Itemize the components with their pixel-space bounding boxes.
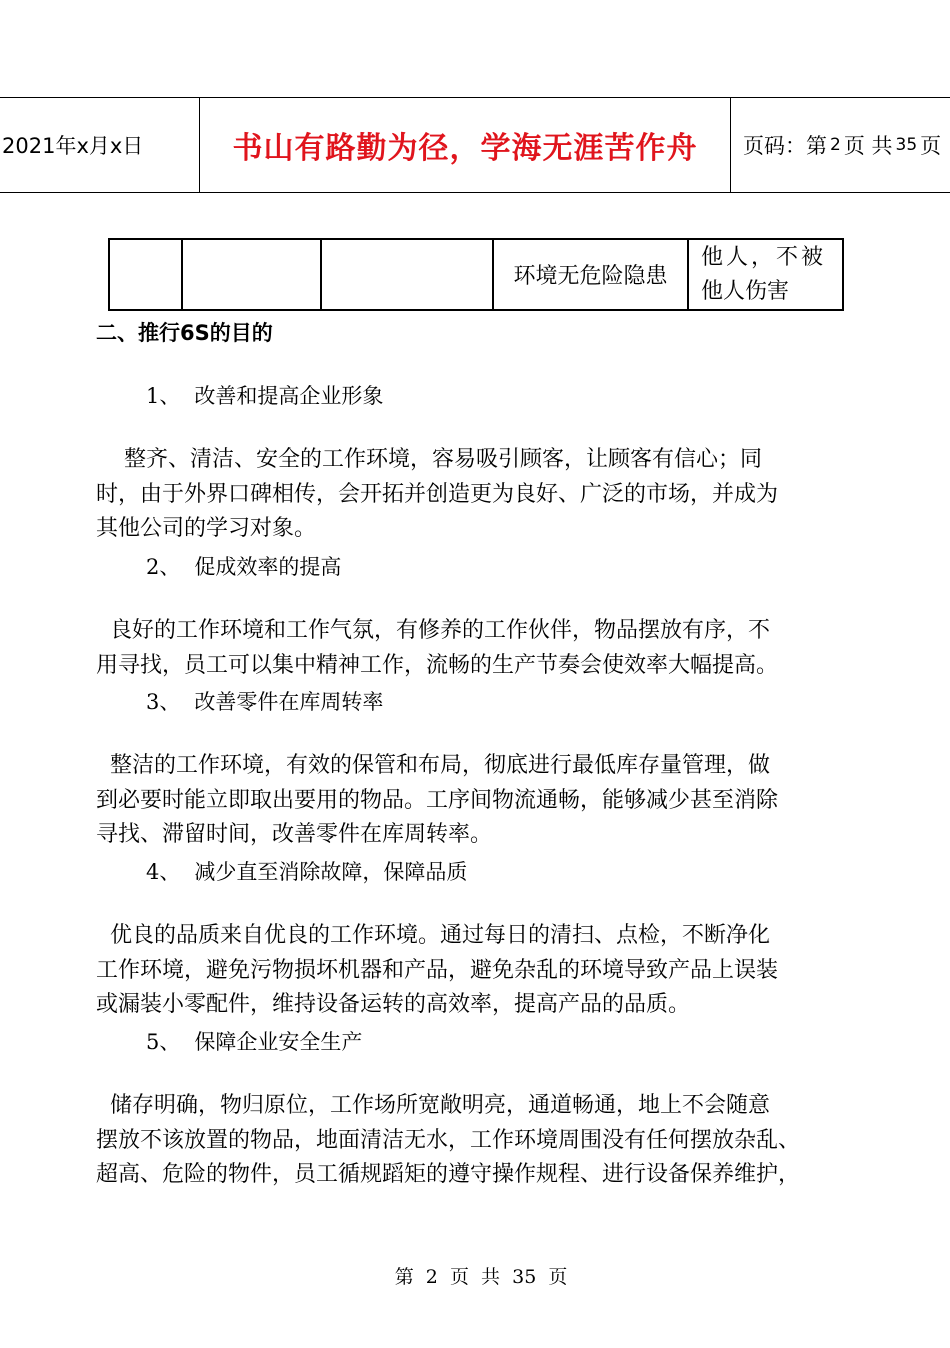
footer-page-text: 第 2 页 共 35 页	[394, 1266, 568, 1288]
item-heading-4	[146, 856, 467, 886]
table-cell-5	[688, 239, 843, 310]
table-cell-1	[109, 239, 182, 310]
table-row	[109, 239, 843, 310]
item-paragraph-4	[96, 919, 856, 1023]
table-fragment	[108, 238, 844, 311]
page-header	[0, 97, 950, 193]
item-index: 3、	[146, 690, 181, 714]
item-heading-3	[146, 686, 383, 716]
item-heading-text: 促成效率的提高	[194, 555, 342, 579]
paragraph-line: 寻找、滞留时间，改善零件在库周转率。	[96, 822, 493, 847]
paragraph-line: 储存明确，物归原位，工作场所宽敞明亮，通道畅通，地上不会随意	[96, 1093, 770, 1118]
header-page-number	[731, 98, 950, 192]
header-motto-text: 书山有路勤为径，学海无涯苦作舟	[232, 131, 698, 166]
table-cell-4: 环境无危险隐患	[493, 239, 688, 310]
paragraph-line: 摆放不该放置的物品，地面清洁无水，工作环境周围没有任何摆放杂乱、	[96, 1127, 801, 1153]
paragraph-line: 整洁的工作环境，有效的保管和布局，彻底进行最低库存量管理，做	[96, 753, 770, 778]
header-date-text: 2021年x月x日	[2, 134, 144, 158]
item-index: 1、	[146, 384, 181, 408]
table-cell-5-line2: 他人伤害	[701, 278, 790, 304]
item-heading-text: 保障企业安全生产	[194, 1030, 363, 1054]
paragraph-line: 其他公司的学习对象。	[96, 516, 317, 541]
header-page-end: 页	[920, 134, 942, 158]
header-page-mid: 页 共	[843, 134, 893, 158]
table-cell-3	[321, 239, 493, 310]
table-cell-2	[182, 239, 321, 310]
paragraph-line: 超高、危险的物件，员工循规蹈矩的遵守操作规程、进行设备保养维护，	[96, 1162, 801, 1187]
paragraph-line: 优良的品质来自优良的工作环境。通过每日的清扫、点检，不断净化	[96, 923, 770, 948]
paragraph-line: 或漏装小零配件，维持设备运转的高效率，提高产品的品质。	[96, 992, 691, 1017]
paragraph-line: 时，由于外界口碑相传，会开拓并创造更为良好、广泛的市场，并成为	[96, 481, 779, 507]
item-heading-text: 改善和提高企业形象	[194, 384, 384, 408]
item-paragraph-3	[96, 749, 856, 853]
item-heading-5	[146, 1026, 362, 1056]
section-title: 二、推行6S的目的	[96, 321, 273, 345]
item-heading-text: 减少直至消除故障，保障品质	[194, 860, 468, 884]
paragraph-line: 工作环境，避免污物损坏机器和产品，避免杂乱的环境导致产品上误装	[96, 957, 779, 983]
item-paragraph-5	[96, 1089, 856, 1193]
header-date	[0, 98, 200, 192]
header-page-total: 35	[895, 135, 918, 155]
item-index: 5、	[146, 1030, 181, 1054]
item-heading-1	[146, 380, 383, 410]
paragraph-line: 用寻找，员工可以集中精神工作，流畅的生产节奏会使效率大幅提高。	[96, 652, 779, 678]
paragraph-line: 整齐、清洁、安全的工作环境，容易吸引顾客，让顾客有信心；同	[96, 447, 762, 472]
paragraph-line: 良好的工作环境和工作气氛，有修养的工作伙伴，物品摆放有序，不	[96, 618, 770, 643]
item-index: 4、	[146, 860, 181, 884]
paragraph-line: 到必要时能立即取出要用的物品。工序间物流通畅，能够减少甚至消除	[96, 787, 779, 813]
item-paragraph-1	[96, 443, 856, 547]
item-index: 2、	[146, 555, 181, 579]
header-page-label: 页码：第	[743, 134, 827, 158]
table-cell-5-line1: 他人，不被	[701, 244, 827, 270]
page-footer	[0, 1240, 950, 1289]
header-motto	[200, 98, 731, 192]
header-page-current: 2	[830, 135, 841, 155]
item-heading-2	[146, 551, 341, 581]
item-paragraph-2	[96, 614, 856, 683]
item-heading-text: 改善零件在库周转率	[194, 690, 384, 714]
